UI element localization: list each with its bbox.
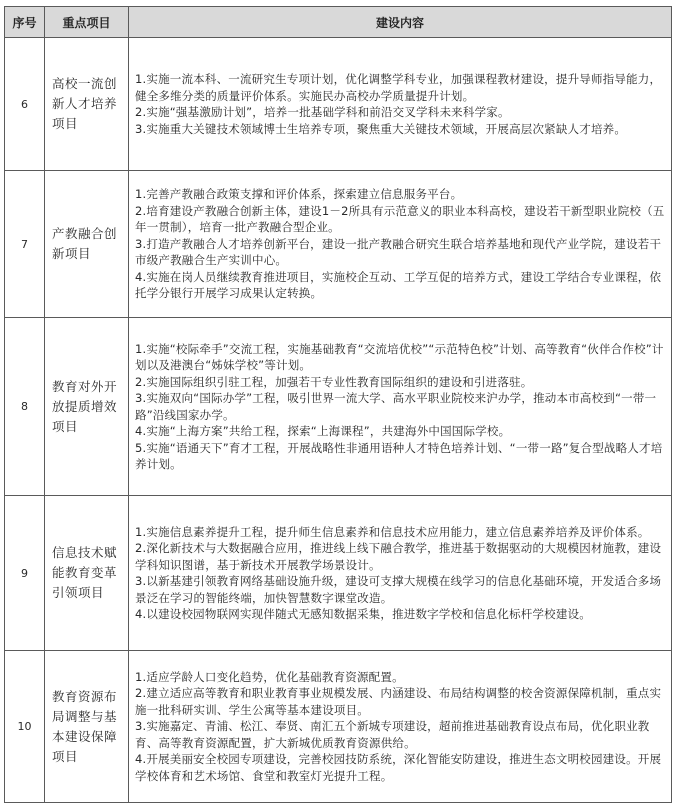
content-item: 2.实施国际组织引驻工程，加强若干专业性教育国际组织的建设和引进落驻。 (135, 374, 533, 389)
row-content (129, 496, 672, 651)
content-item: 3.打造产教融合人才培养创新平台，建设一批产教融合研究生联合培养基地和现代产业学院，建设若干市级产教融合生产实训中心。 (135, 236, 662, 268)
content-item: 1.完善产教融合政策支撑和评价体系，探索建立信息服务平台。 (135, 187, 463, 202)
table-row (5, 318, 672, 496)
content-item: 4.以建设校园物联网实现伴随式无感知数据采集，推进数字学校和信息化标杆学校建设。 (135, 607, 591, 621)
row-project: 教育资源布局调整与基本建设保障项目 (45, 651, 129, 803)
content-item: 2.实施“强基激励计划”，培养一批基础学科和前沿交叉学科未来科学家。 (135, 105, 510, 119)
content-item: 2.深化新技术与大数据融合应用，推进线上线下融合教学，推进基于数据驱动的大规模因材施教，建设学科知识图谱，基于新技术开展教学场景设计。 (135, 541, 662, 572)
table-row (5, 171, 672, 318)
content-item: 4.实施在岗人员继续教育推进项目，实施校企互动、工学互促的培养方式，建设工学结合专业课程，依托学分银行开展学习成果认定转换。 (135, 269, 662, 301)
content-item: 5.实施“语通天下”育才工程，开展战略性非通用语种人才特色培养计划、“一带一路”复合型战略人才培养计划。 (135, 440, 663, 471)
content-item: 3.以新基建引领教育网络基础设施升级，建设可支撑大规模在线学习的信息化基础环境，开发适合多场景泛在学习的智能终端，加快智慧数字课堂改造。 (135, 574, 662, 605)
header-project: 重点项目 (45, 7, 129, 38)
content-item: 3.实施重大关键技术领域博士生培养专项，聚焦重大关键技术领域，开展高层次紧缺人才培养。 (135, 121, 627, 136)
table-row (5, 38, 672, 171)
header-content: 建设内容 (129, 7, 672, 38)
row-project: 高校一流创新人才培养项目 (45, 38, 129, 171)
row-num: 6 (5, 38, 45, 171)
header-num: 序号 (5, 7, 45, 38)
content-item: 4.实施“上海方案”共给工程，探索“上海课程”，共建海外中国国际学校。 (135, 424, 511, 438)
content-item: 3.实施双向“国际办学”工程，吸引世界一流大学、高水平职业院校来沪办学，推动本市高校到“一带一路”沿线国家办学。 (135, 391, 657, 422)
row-content (129, 651, 672, 803)
content-item: 1.适应学龄人口变化趋势，优化基础教育资源配置。 (135, 669, 404, 684)
table-row (5, 651, 672, 803)
row-num: 10 (5, 651, 45, 803)
key-projects-table (4, 6, 672, 803)
row-num: 9 (5, 496, 45, 651)
row-project: 教育对外开放提质增效项目 (45, 318, 129, 496)
row-project: 产教融合创新项目 (45, 171, 129, 318)
row-num: 7 (5, 171, 45, 318)
content-item: 1.实施信息素养提升工程，提升师生信息素养和信息技术应用能力，建立信息素养培养及评价体系。 (135, 524, 650, 539)
content-item: 2.建立适应高等教育和职业教育事业规模发展、内涵建设、布局结构调整的校舍资源保障机制，重点实施一批科研实训、学生公寓等基本建设项目。 (135, 686, 662, 717)
row-project: 信息技术赋能教育变革引领项目 (45, 496, 129, 651)
table-header-row (5, 7, 672, 38)
content-item: 3.实施嘉定、青浦、松江、奉贤、南汇五个新城专项建设，超前推进基础教育设点布局，优化职业教育、高等教育资源配置，扩大新城优质教育资源供给。 (135, 719, 650, 750)
content-item: 1.实施“校际牵手”交流工程，实施基础教育“交流培优校”“示范特色校”计划、高等教育“伙伴合作校”计划以及港澳台“姊妹学校”等计划。 (135, 341, 664, 372)
table-row (5, 496, 672, 651)
content-item: 4.开展美丽安全校园专项建设，完善校园技防系统，深化智能安防建设，推进生态文明校园建设。开展学校体育和艺术场馆、食堂和教室灯光提升工程。 (135, 752, 662, 783)
content-item: 2.培育建设产教融合创新主体，建设1－2所具有示范意义的职业本科高校，建设若干新型职业院校（五年一贯制），培育一批产教融合型企业。 (135, 203, 665, 235)
row-content (129, 171, 672, 318)
content-item: 1.实施一流本科、一流研究生专项计划，优化调整学科专业，加强课程教材建设，提升导师指导能力，健全多维分类的质量评价体系。实施民办高校办学质量提升计划。 (135, 72, 662, 103)
row-content (129, 318, 672, 496)
row-content (129, 38, 672, 171)
row-num: 8 (5, 318, 45, 496)
